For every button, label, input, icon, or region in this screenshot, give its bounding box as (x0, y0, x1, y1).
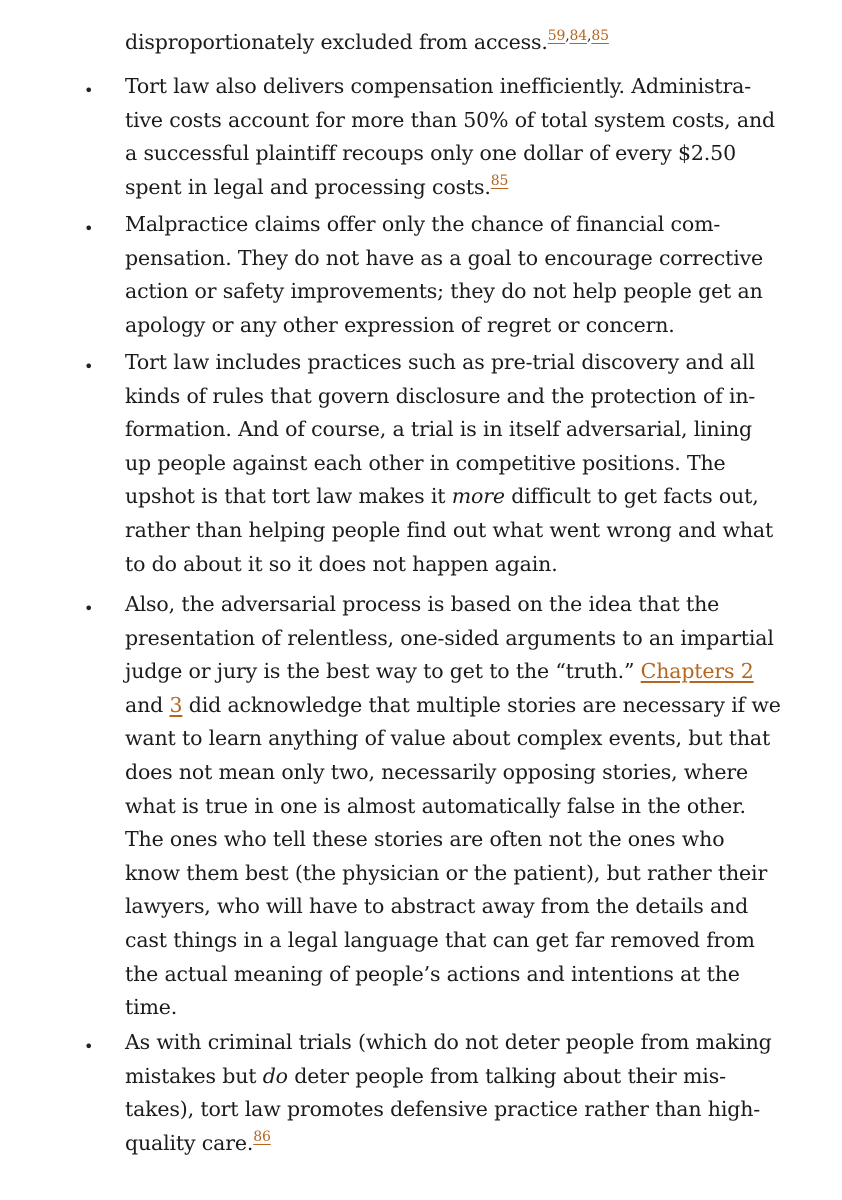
text-line: tive costs account for more than 50% of total system costs, and (125, 107, 776, 132)
text-line (125, 689, 785, 723)
text-line (125, 171, 785, 205)
text-line: The ones who tell these stories are often not the ones who (125, 827, 725, 852)
text-line (125, 1127, 785, 1161)
text-line: Also, the adversarial process is based on the idea that the (125, 592, 720, 616)
text-segment: upshot is that tort law makes it (125, 484, 452, 509)
text-line (125, 26, 785, 60)
bullet-marker: • (84, 219, 94, 238)
text-line: rather than helping people find out what went wrong and what (125, 517, 774, 542)
text-line (125, 655, 785, 689)
bullet-marker: • (84, 1037, 94, 1056)
text-line: pensation. They do not have as a goal to encourage corrective (125, 245, 764, 270)
text-line: formation. And of course, a trial is in itself adversarial, lining (125, 417, 753, 442)
text-line: As with criminal trials (which do not deter people from making (125, 1030, 772, 1054)
text-line: kinds of rules that govern disclosure and the protection of in- (125, 383, 756, 408)
text-segment: mistakes but (125, 1063, 263, 1088)
text-segment: judge or jury is the best way to get to the “truth.” (125, 659, 641, 684)
text-line: the actual meaning of people’s actions and intentions at the (125, 961, 740, 986)
chapter-link-3[interactable]: 3 (169, 692, 183, 717)
bullet-item-discovery (125, 346, 785, 581)
bullet-item-malpractice-claims (125, 208, 785, 342)
text-segment: deter people from talking about their mis- (287, 1063, 726, 1088)
emphasis-text: do (262, 1063, 288, 1088)
bullet-marker: • (84, 357, 94, 376)
text-line: apology or any other expression of regret or concern. (125, 312, 675, 337)
paragraph-continuation (125, 26, 785, 60)
footnote-link-86[interactable]: 86 (253, 1128, 271, 1145)
text-line: Tort law includes practices such as pre-trial discovery and all (125, 350, 755, 374)
footnote-link-85[interactable]: 85 (591, 28, 609, 44)
text-line (125, 1060, 785, 1094)
text-line-content: disproportionately excluded from access. (125, 30, 548, 54)
text-line (125, 480, 785, 514)
bullet-marker: • (84, 599, 94, 618)
text-line: want to learn anything of value about complex events, but that (125, 726, 771, 751)
text-line-content: spent in legal and processing costs. (125, 174, 491, 199)
text-line: a successful plaintiff recoups only one dollar of every $2.50 (125, 141, 736, 166)
text-line: lawyers, who will have to abstract away from the details and (125, 894, 749, 919)
bullet-marker: • (84, 81, 94, 100)
text-segment: and (125, 692, 170, 717)
text-line: presentation of relentless, one-sided arguments to an impartial (125, 625, 774, 650)
emphasis-text: more (451, 484, 505, 509)
footnote-link-59[interactable]: 59 (547, 28, 566, 44)
footnote-link-85[interactable]: 85 (490, 172, 509, 189)
text-line-content: quality care. (125, 1130, 254, 1155)
text-line: cast things in a legal language that can get far removed from (125, 927, 755, 952)
text-line: know them best (the physician or the patient), but rather their (125, 860, 768, 885)
text-segment: did acknowledge that multiple stories are necessary if we (182, 692, 781, 717)
text-line: time. (125, 995, 178, 1020)
bullet-item-criminal-trials (125, 1026, 785, 1160)
text-line: Tort law also delivers compensation inefficiently. Administra- (125, 74, 751, 98)
text-line: what is true in one is almost automatically false in the other. (125, 793, 746, 818)
text-line: Malpractice claims offer only the chance of financial com- (125, 212, 721, 236)
footnote-link-84[interactable]: 84 (569, 28, 588, 44)
text-line: does not mean only two, necessarily opposing stories, where (125, 759, 748, 784)
footnote-separator: , (587, 28, 592, 44)
text-line: to do about it so it does not happen again. (125, 551, 558, 576)
text-line: up people against each other in competitive positions. The (125, 450, 726, 475)
text-line: action or safety improvements; they do not help people get an (125, 279, 763, 304)
text-segment: difficult to get facts out, (504, 484, 759, 509)
bullet-item-compensation (125, 70, 785, 204)
bullet-item-adversarial-process (125, 588, 785, 1025)
chapter-link-2[interactable]: Chapters 2 (640, 659, 754, 684)
text-line: takes), tort law promotes defensive practice rather than high- (125, 1097, 761, 1122)
footnote-separator: , (565, 28, 570, 44)
